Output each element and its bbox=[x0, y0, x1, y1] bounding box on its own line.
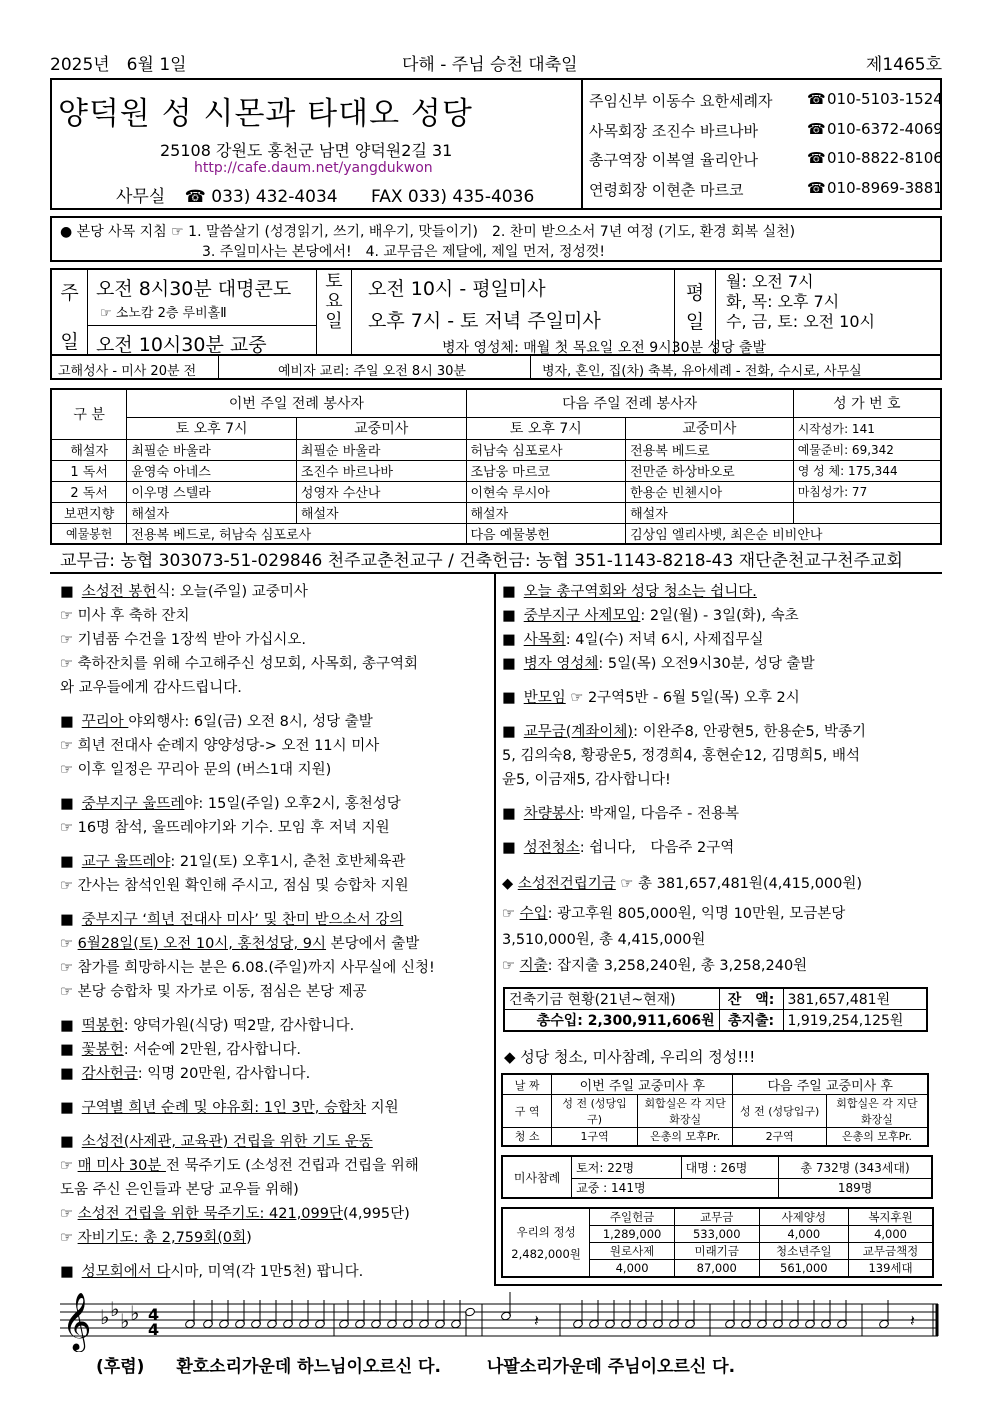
list-item: ■ 꾸리아 야외행사: 6일(금) 오전 8시, 성당 출발 bbox=[60, 714, 373, 730]
contact-row: 연령회장 이현춘 마르코 ☎ 010-8969-3881 bbox=[589, 178, 943, 199]
fax-number: FAX 033) 435-4036 bbox=[371, 187, 535, 207]
list-item: 5, 김의숙8, 황광운5, 정경희4, 홍현순12, 김명희5, 배석 bbox=[502, 748, 861, 764]
parish-box bbox=[50, 78, 942, 210]
list-item: ☞ 6월28일(토) 오전 10시, 홍천성당, 9시 본당에서 출발 bbox=[60, 936, 420, 952]
right-column bbox=[502, 580, 938, 980]
square-bullet-icon: ■ bbox=[502, 724, 516, 740]
list-item: ☞ 참가를 희망하시는 분은 6.08.(주일)까지 사무실에 신청! bbox=[60, 960, 435, 976]
music-staff bbox=[50, 1290, 942, 1352]
sacrament-info bbox=[50, 354, 942, 380]
square-bullet-icon: ■ bbox=[60, 1066, 74, 1082]
phone-icon: ☎ bbox=[807, 90, 826, 108]
list-item: 윤5, 이금재5, 감사합니다! bbox=[502, 772, 671, 788]
weekday-mass: 월: 오전 7시 화, 목: 오후 7시 수, 금, 토: 오전 10시 bbox=[726, 272, 876, 331]
list-item: ☞ 희년 전대사 순례지 양양성당-> 오전 11시 미사 bbox=[60, 738, 380, 754]
square-bullet-icon: ■ bbox=[502, 632, 516, 648]
parish-name: 양덕원 성 시몬과 타대오 성당 bbox=[58, 96, 473, 132]
list-item: ■ 떡봉헌: 양덕가원(식당) 떡2말, 감사합니다. bbox=[60, 1018, 355, 1034]
list-item: ■ 중부지구 사제모임: 2일(월) - 3일(화), 속초 bbox=[502, 608, 799, 624]
office-phone: 033) 432-4034 bbox=[211, 187, 338, 207]
issue-number: 제1465호 bbox=[865, 55, 942, 75]
list-item: ■ 성전청소: 쉽니다, 다음주 2구역 bbox=[502, 840, 735, 856]
cleaning-table: 날 짜 이번 주일 교중미사 후 다음 주일 교중미사 후 구 역 성 전 (성당입구) 회합실은 각 지단 화장실 성 전 (성당입구) 회합실은 각 지단 화장실 청 소 1구역 은총의 모후Pr. 2구역 은총의 모후Pr. bbox=[501, 1073, 929, 1147]
square-bullet-icon: ■ bbox=[60, 796, 74, 812]
square-bullet-icon: ■ bbox=[502, 584, 516, 600]
list-item: ■ 병자 영성체: 5일(목) 오전9시30분, 성당 출발 bbox=[502, 656, 815, 672]
list-item: ☞ 간사는 참석인원 확인해 주시고, 점심 및 승합차 지원 bbox=[60, 878, 409, 894]
parish-address: 25108 강원도 홍천군 남면 양덕원2길 31 bbox=[160, 141, 453, 160]
phone-icon: ☎ bbox=[807, 149, 826, 167]
catechism-info: 예비자 교리: 주일 오전 8시 30분 bbox=[278, 364, 466, 379]
confession-info: 고해성사 - 미사 20분 전 bbox=[58, 364, 197, 379]
list-item: ■ 차량봉사: 박재일, 다음주 - 전용복 bbox=[502, 806, 739, 822]
list-item: ■ 교구 울뜨레야: 21일(토) 오후1시, 춘천 호반체육관 bbox=[60, 854, 406, 870]
parish-url[interactable]: http://cafe.daum.net/yangdukwon bbox=[194, 160, 433, 176]
refrain-text: (후렴) 환호소리가운데 하느님이오르신 다. 나팔소리가운데 주님이오르신 다. bbox=[96, 1357, 736, 1377]
list-item: ☞ 수입: 광고후원 805,000원, 익명 10만원, 모금본당 bbox=[502, 906, 846, 922]
parish-info bbox=[52, 80, 583, 208]
list-item: ☞ 매 미사 30분 전 묵주기도 (소성전 건립과 건립을 위해 bbox=[60, 1158, 419, 1174]
ministers-table: 구 분 이번 주일 전례 봉사자 다음 주일 전례 봉사자 성 가 번 호 토 오후 7시 교중미사 토 오후 7시 교중미사 시작성가: 141 해설자 최필순 바울라 최필순 바울라 허남숙 심포로사 전용복 베드로 예물준비: 69,342 1 독서 윤영숙 아네스 조진수 바르나바 조남웅 마르코 전만준 하상바오로 영 성 체: 175,344 2 독서 이우명 스텔라 성영자 수산나 이현숙 루시아 한용순 빈첸시아 마침성가: 77 보편지향 해설자 해설자 해설자 해설자 예물봉헌 전용복 베드로, 허남숙 심포로사 다음 예물봉헌 김상임 엘리사벳, 최은순 비비안나 bbox=[50, 388, 942, 545]
list-item: ☞ 미사 후 축하 잔치 bbox=[60, 608, 190, 624]
contact-row: 사목회장 조진수 바르나바 ☎ 010-6372-4069 bbox=[589, 119, 943, 140]
list-item: ■ 감사헌금: 익명 20만원, 감사합니다. bbox=[60, 1066, 311, 1082]
sacraments-info: 병자, 혼인, 집(차) 축복, 유아세례 - 전화, 수시로, 사무실 bbox=[542, 364, 862, 379]
list-item: 도움 주신 은인들과 본당 교우들 위해) bbox=[60, 1182, 299, 1198]
list-item: ■ 성모회에서 다시마, 미역(각 1만5천) 팝니다. bbox=[60, 1264, 364, 1280]
list-item: ☞ 자비기도: 총 2,759회(0회) bbox=[60, 1230, 252, 1246]
list-item: 3,510,000원, 총 4,415,000원 bbox=[502, 932, 706, 948]
phone-icon: ☎ bbox=[807, 178, 826, 197]
svg-text:♭: ♭ bbox=[110, 1297, 120, 1321]
list-item: ☞ 이후 일정은 꾸리아 문의 (버스1대 지원) bbox=[60, 762, 332, 778]
phone-icon: ☎ bbox=[184, 187, 206, 207]
list-item: ■ 소성전 봉헌식: 오늘(주일) 교중미사 bbox=[60, 584, 308, 600]
sunday-mass-1-note: ☞ 소노캄 2층 루비홀Ⅱ bbox=[100, 306, 227, 321]
list-item: ■ 꽃봉헌: 서순예 2만원, 감사합니다. bbox=[60, 1042, 301, 1058]
feast-name: 다해 - 주님 승천 대축일 bbox=[402, 55, 578, 75]
sunday-mass-2: 오전 10시30분 교중 bbox=[96, 334, 267, 356]
list-item: 와 교우들에게 감사드립니다. bbox=[60, 680, 242, 696]
square-bullet-icon: ■ bbox=[60, 854, 74, 870]
left-column bbox=[60, 580, 490, 1280]
contact-row: 총구역장 이복열 율리안나 ☎ 010-8822-8106 bbox=[589, 149, 943, 169]
square-bullet-icon: ■ bbox=[502, 840, 516, 856]
guideline-line-1: ● 본당 사목 지침 ☞ 1. 말씀살기 (성경읽기, 쓰기, 배우기, 맛들이기) 2. 찬미 받으소서 7년 여정 (기도, 환경 회복 실천) bbox=[60, 224, 796, 240]
svg-text:𝄽: 𝄽 bbox=[534, 1311, 539, 1330]
phone-icon: ☎ bbox=[807, 119, 826, 138]
list-item: ■ 소성전(사제관, 교육관) 건립을 위한 기도 운동 bbox=[60, 1134, 373, 1150]
building-fund-table: 건축기금 현황(21년~현재) 잔 액: 381,657,481원 총수입: 2,300,911,606원 총지출: 1,919,254,125원 bbox=[503, 987, 928, 1032]
square-bullet-icon: ■ bbox=[60, 714, 74, 730]
list-item: ■ 구역별 희년 순례 및 야유회: 1인 3만, 승합차 지원 bbox=[60, 1100, 399, 1116]
square-bullet-icon: ■ bbox=[60, 1042, 74, 1058]
sick-communion: 병자 영성체: 매월 첫 목요일 오전 9시30분 성당 출발 bbox=[442, 340, 766, 356]
pastoral-guidelines bbox=[50, 216, 942, 262]
saturday-mass-1: 오전 10시 - 평일미사 bbox=[368, 278, 546, 300]
svg-text:♭: ♭ bbox=[120, 1309, 130, 1333]
square-bullet-icon: ■ bbox=[60, 1264, 74, 1280]
table-row: 해설자 최필순 바울라 최필순 바울라 허남숙 심포로사 전용복 베드로 예물준비: 69,342 bbox=[51, 439, 941, 460]
bullet-icon: ● bbox=[60, 224, 73, 240]
bank-accounts: 교무금: 농협 303073-51-029846 천주교춘천교구 / 건축헌금: 농협 351-1143-8218-43 재단춘천교구천주교회 bbox=[60, 551, 903, 571]
svg-text:♭: ♭ bbox=[130, 1301, 140, 1325]
svg-text:♭: ♭ bbox=[100, 1305, 110, 1329]
list-item: ■ 반모임 ☞ 2구역5반 - 6월 5일(목) 오후 2시 bbox=[502, 690, 800, 706]
square-bullet-icon: ■ bbox=[502, 608, 516, 624]
contact-row: 주임신부 이동수 요한세례자 ☎ 010-5103-1524 bbox=[589, 90, 943, 110]
square-bullet-icon: ■ bbox=[60, 1018, 74, 1034]
svg-text:4: 4 bbox=[148, 1305, 160, 1324]
svg-text:4: 4 bbox=[148, 1320, 160, 1339]
issue-date: 2025년 6월 1일 bbox=[50, 55, 187, 75]
table-row: 보편지향 해설자 해설자 해설자 해설자 bbox=[51, 502, 941, 523]
list-item: ■ 중부지구 ‘희년 전대사 미사’ 및 찬미 받으소서 강의 bbox=[60, 912, 404, 928]
list-item: ☞ 기념품 수건을 1장씩 받아 가십시오. bbox=[60, 632, 306, 648]
list-item: ◆ 소성전건립기금 ☞ 총 381,657,481원(4,415,000원) bbox=[502, 876, 863, 892]
square-bullet-icon: ■ bbox=[60, 912, 74, 928]
square-bullet-icon: ■ bbox=[502, 656, 516, 672]
table-row: 1 독서 윤영숙 아네스 조진수 바르나바 조남웅 마르코 전만준 하상바오로 영 성 체: 175,344 bbox=[51, 460, 941, 481]
list-item: ☞ 본당 승합차 및 자가로 이동, 점심은 본당 제공 bbox=[60, 984, 367, 1000]
list-item: ■ 중부지구 울뜨레야: 15일(주일) 오후2시, 홍천성당 bbox=[60, 796, 401, 812]
table-row: 2 독서 이우명 스텔라 성영자 수산나 이현숙 루시아 한용순 빈첸시아 마침성가: 77 bbox=[51, 481, 941, 502]
header bbox=[50, 50, 942, 74]
svg-text:𝄽: 𝄽 bbox=[910, 1311, 915, 1330]
list-item: ☞ 소성전 건립을 위한 묵주기도: 421,099단(4,995단) bbox=[60, 1206, 410, 1222]
list-item: ☞ 지출: 잡지출 3,258,240원, 총 3,258,240원 bbox=[502, 958, 808, 974]
offering-table: 우리의 정성 2,482,000원 주일헌금 교무금 사제양성 복지후원 1,289,000 533,000 4,000 4,000 원로사제 미래기금 청소년주일 교무금책정 4,000 87,000 561,000 139세대 bbox=[501, 1207, 934, 1278]
saturday-mass-2: 오후 7시 - 토 저녁 주일미사 bbox=[368, 310, 601, 332]
cleaning-title: ◆ 성당 청소, 미사참례, 우리의 정성!!! bbox=[504, 1048, 756, 1066]
list-item: ■ 오늘 총구역회와 성당 청소는 쉽니다. bbox=[502, 584, 757, 600]
list-item: ☞ 16명 참석, 울뜨레야기와 기수. 모임 후 저녁 지원 bbox=[60, 820, 390, 836]
treble-clef-icon: 𝄞 bbox=[62, 1292, 92, 1350]
square-bullet-icon: ■ bbox=[502, 690, 516, 706]
mass-schedule: 주 일 오전 8시30분 대명콘도 ☞ 소노캄 2층 루비홀Ⅱ 오전 10시30분 교중 토 요 일 오전 10시 - 평일미사 오후 7시 - 토 저녁 주일미사 평 일 월: 오전 7시 화, 목: 오후 7시 수, 금, 토: 오전 10시 병자 영성체: 매월 첫 목요일 오전 9시30분 성당 출발 bbox=[50, 268, 942, 380]
square-bullet-icon: ■ bbox=[502, 806, 516, 822]
office-label: 사무실 bbox=[116, 187, 166, 207]
list-item: ■ 교무금(계좌이체): 이완주8, 안광현5, 한용순5, 박종기 bbox=[502, 724, 866, 740]
square-bullet-icon: ■ bbox=[60, 1134, 74, 1150]
square-bullet-icon: ■ bbox=[60, 584, 74, 600]
sunday-mass-1: 오전 8시30분 대명콘도 bbox=[96, 278, 292, 300]
list-item: ☞ 축하잔치를 위해 수고해주신 성모회, 사목회, 총구역회 bbox=[60, 656, 419, 672]
square-bullet-icon: ■ bbox=[60, 1100, 74, 1116]
attendance-table: 미사참례 토저: 22명 대명 : 26명 총 732명 (343세대) 교중 : 141명 189명 bbox=[501, 1155, 933, 1199]
guideline-line-2: 3. 주일미사는 본당에서! 4. 교무금은 제달에, 제일 먼저, 정성껏! bbox=[202, 244, 606, 260]
office-line bbox=[116, 182, 534, 207]
list-item: ■ 사목회: 4일(수) 저녁 6시, 사제집무실 bbox=[502, 632, 764, 648]
